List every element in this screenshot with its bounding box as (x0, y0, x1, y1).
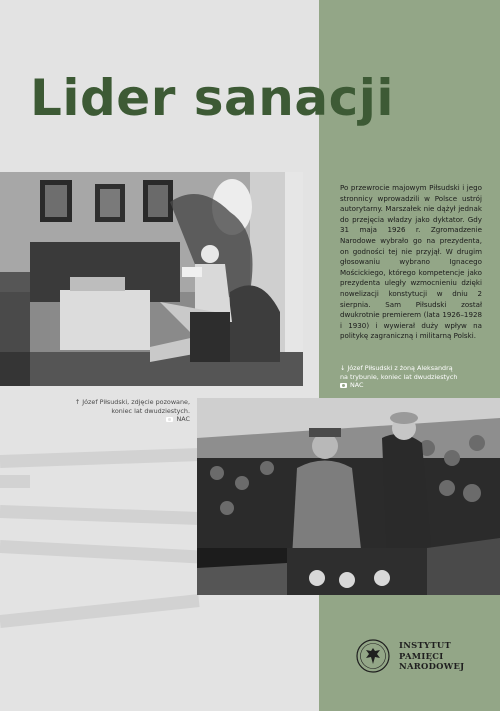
ipn-line: PAMIĘCI (399, 650, 444, 661)
ipn-logo (356, 639, 464, 673)
caption-source (340, 381, 480, 390)
ipn-name (399, 640, 464, 672)
decorative-stripe (0, 475, 30, 488)
photo2-caption (340, 364, 480, 390)
source-label: NAC (176, 415, 190, 424)
source-label: NAC (350, 381, 364, 390)
caption-line: ↑ Józef Piłsudski, zdjęcie pozowane, (74, 398, 190, 406)
caption-line: koniec lat dwudziestych. (111, 406, 190, 415)
decorative-stripe (0, 448, 200, 468)
caption-source (70, 415, 190, 424)
caption-line: na trybunie, koniec lat dwudziestych (340, 372, 458, 381)
camera-icon (340, 383, 347, 388)
decorative-stripe (0, 505, 200, 525)
photo1-caption (70, 398, 190, 424)
camera-icon (166, 417, 173, 422)
ipn-eagle-seal-icon (356, 639, 390, 673)
photo-pilsudski-portrait (0, 172, 303, 386)
decorative-stripe (0, 594, 200, 628)
ipn-line: NARODOWEJ (399, 661, 465, 672)
caption-line: ↓ Józef Piłsudski z żoną Aleksandrą (340, 364, 453, 372)
photo-pilsudski-tribune (197, 398, 500, 595)
page-title: Lider sanacji (30, 69, 395, 127)
article-body: Po przewrocie majowym Piłsudski i jego stronnicy wprowadzili w Polsce ustrój autorytarny. Marszałek nie dążył jednak do przejęcia władzy jako dyktator. Gdy 31 maja 1926 r. Zgromadzenie Narodowe wybrało go na prezydenta, on godności tej nie przyjął. W drugim głosowaniu wybrano Ignacego Mościckiego, którego kompetencje jako prezydenta uległy wzmocnieniu dzięki nowelizacji konstytucji w dniu 2 sierpnia. Sam Piłsudski został dwukrotnie premierem (lata 1926–1928 i 1930) i wywierał duży wpływ na politykę zagraniczną i militarną Polski. (340, 183, 482, 341)
ipn-line: INSTYTUT (399, 640, 451, 651)
decorative-stripe (0, 540, 200, 563)
